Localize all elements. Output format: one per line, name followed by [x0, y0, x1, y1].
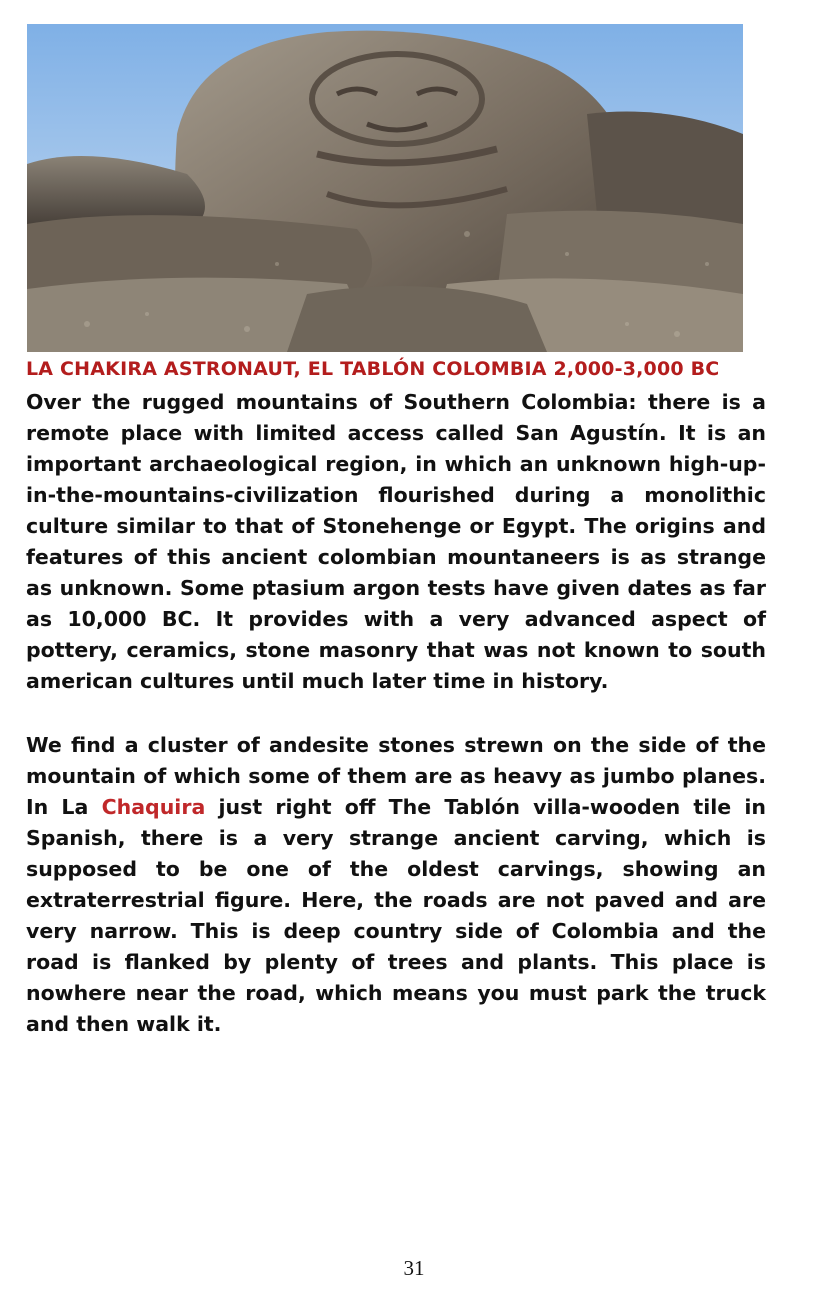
chaquira-highlight: Chaquira	[101, 795, 206, 819]
page-number: 31	[403, 1256, 425, 1280]
paragraph-1: Over the rugged mountains of Southern Colombia: there is a remote place with limited access called San Agustín. It is an important archaeological region, in which an unknown high-up-in-the-mountains-civilization flourished during a monolithic culture similar to that of Stonehenge or Egypt. The origins and features of this ancient colombian mountaneers is as strange as unknown. Some ptasium argon tests have given dates as far as 10,000 BC. It provides with a very advanced aspect of pottery, ceramics, stone masonry that was not known to south american cultures until much later time in history.	[26, 390, 766, 693]
photo-illustration	[27, 24, 743, 352]
stone-carving-photo	[27, 24, 743, 352]
paragraph-2-before: We find a cluster of andesite stones strewn on the side of the mountain of which some of them are as heavy as jumbo planes. In La	[26, 733, 766, 819]
paragraph-2	[26, 730, 766, 1040]
article-heading: LA CHAKIRA ASTRONAUT, EL TABLÓN COLOMBIA 2,000-3,000 BC	[26, 358, 720, 380]
paragraph-2-after: just right off The Tablón villa-wooden tile in Spanish, there is a very strange ancient carving, which is supposed to be one of the oldest carvings, showing an extraterrestrial figure. Here, the roads are not paved and are very narrow. This is deep country side of Colombia and the road is flanked by plenty of trees and plants. This place is nowhere near the road, which means you must park the truck and then walk it.	[26, 795, 766, 1036]
